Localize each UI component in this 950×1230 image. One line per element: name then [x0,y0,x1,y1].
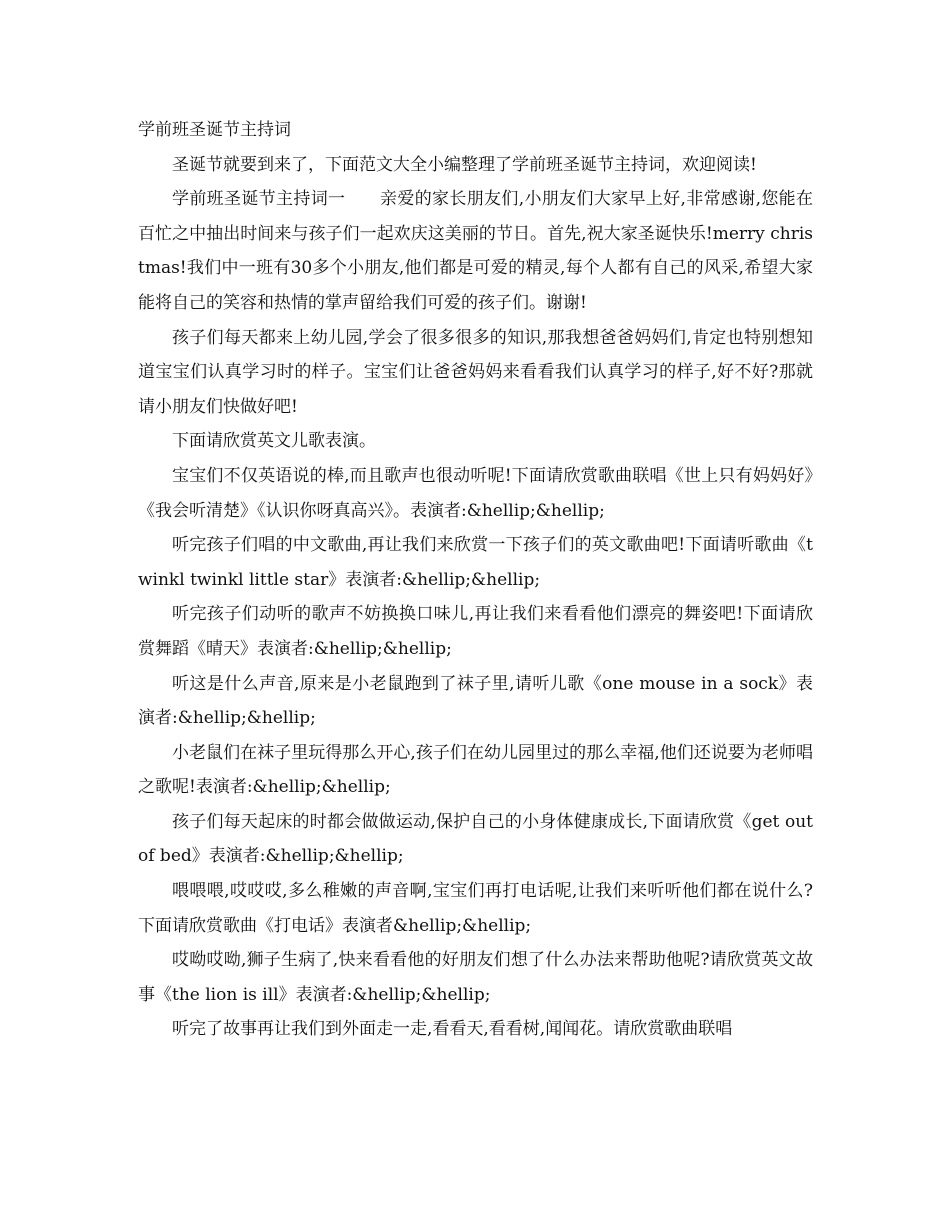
paragraph: 听完孩子们唱的中文歌曲,再让我们来欣赏一下孩子们的英文歌曲吧!下面请听歌曲《twinkl twinkl little star》表演者:&hellip;&hellip; [138,535,813,590]
paragraph: 孩子们每天起床的时都会做做运动,保护自己的小身体健康成长,下面请欣赏《get out of bed》表演者:&hellip;&hellip; [138,811,813,867]
paragraph: 孩子们每天都来上幼儿园,学会了很多很多的知识,那我想爸爸妈妈们,肯定也特别想知道宝宝们认真学习时的样子。宝宝们让爸爸妈妈来看看我们认真学习的样子,好不好?那就请小朋友们快做好吧! [138,327,813,417]
paragraph: 听这是什么声音,原来是小老鼠跑到了袜子里,请听儿歌《one mouse in a sock》表演者:&hellip;&hellip; [138,673,813,729]
paragraph: 听完孩子们动听的歌声不妨换换口味儿,再让我们来看看他们漂亮的舞姿吧!下面请欣赏舞蹈《晴天》表演者:&hellip;&hellip; [138,604,813,659]
paragraph: 小老鼠们在袜子里玩得那么开心,孩子们在幼儿园里过的那么幸福,他们还说要为老师唱之歌呢!表演者:&hellip;&hellip; [138,742,813,798]
paragraph: 宝宝们不仅英语说的棒,而且歌声也很动听呢!下面请欣赏歌曲联唱《世上只有妈妈好》《我会听清楚》《认识你呀真高兴》。表演者:&hellip;&hellip; [138,465,813,521]
paragraph: 学前班圣诞节主持词一 亲爱的家长朋友们,小朋友们大家早上好,非常感谢,您能在百忙之中抽出时间来与孩子们一起欢庆这美丽的节日。首先,祝大家圣诞快乐!merry christmas!我们中一班有30多个小朋友,他们都是可爱的精灵,每个人都有自己的风采,希望大家能将自己的笑容和热情的掌声留给我们可爱的孩子们。谢谢! [138,189,813,313]
paragraph: 喂喂喂,哎哎哎,多么稚嫩的声音啊,宝宝们再打电话呢,让我们来听听他们都在说什么?下面请欣赏歌曲《打电话》表演者&hellip;&hellip; [138,881,813,936]
paragraph: 下面请欣赏英文儿歌表演。 [172,431,376,452]
paragraph: 圣诞节就要到来了，下面范文大全小编整理了学前班圣诞节主持词，欢迎阅读! [172,154,757,175]
document-title: 学前班圣诞节主持词 [138,120,291,140]
paragraph: 听完了故事再让我们到外面走一走,看看天,看看树,闻闻花。请欣赏歌曲联唱 [172,1019,733,1040]
paragraph: 哎呦哎呦,狮子生病了,快来看看他的好朋友们想了什么办法来帮助他呢?请欣赏英文故事《the lion is ill》表演者:&hellip;&hellip; [138,950,813,1005]
document-body [138,113,813,1047]
